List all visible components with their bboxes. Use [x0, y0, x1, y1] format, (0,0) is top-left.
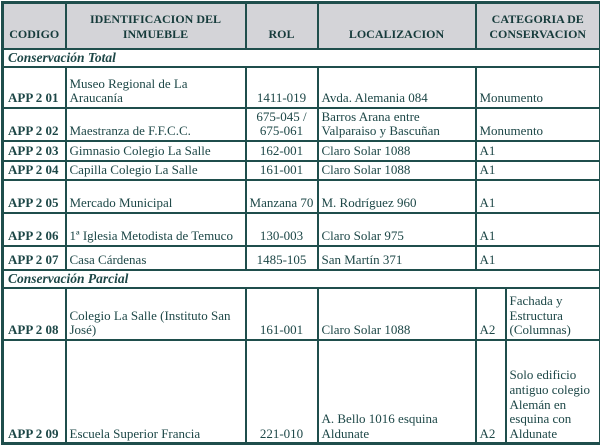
- cell-localizacion: Avda. Alemania 084: [318, 67, 476, 108]
- table-row: [3, 141, 600, 161]
- table-row: [3, 67, 600, 108]
- cell-inmueble: Museo Regional de La Araucanía: [66, 67, 246, 108]
- cell-categoria: Monumento: [476, 67, 600, 108]
- cell-categoria: A1: [476, 246, 600, 270]
- conservation-table: [1, 1, 600, 445]
- cell-inmueble: Mercado Municipal: [66, 180, 246, 213]
- cell-inmueble: Colegio La Salle (Instituto San José): [66, 288, 246, 340]
- table-row: [3, 340, 600, 444]
- cell-codigo: APP 2 05: [3, 180, 66, 213]
- cell-rol: Manzana 70: [246, 180, 318, 213]
- cell-localizacion: Claro Solar 1088: [318, 161, 476, 180]
- section-conservacion-parcial: [3, 270, 600, 288]
- cell-inmueble: Capilla Colegio La Salle: [66, 161, 246, 180]
- cell-categoria-code: A2: [476, 288, 506, 340]
- cell-codigo: APP 2 04: [3, 161, 66, 180]
- cell-codigo: APP 2 08: [3, 288, 66, 340]
- cell-categoria: A1: [476, 213, 600, 246]
- cell-codigo: APP 2 03: [3, 141, 66, 161]
- cell-categoria-desc: Fachada y Estructura (Columnas): [506, 288, 600, 340]
- cell-inmueble: Escuela Superior Francia: [66, 340, 246, 444]
- cell-rol: 1411-019: [246, 67, 318, 108]
- cell-codigo: APP 2 02: [3, 108, 66, 141]
- table-row: [3, 213, 600, 246]
- cell-rol: 675-045 / 675-061: [246, 108, 318, 141]
- cell-inmueble: Casa Cárdenas: [66, 246, 246, 270]
- cell-categoria: A1: [476, 141, 600, 161]
- table-header-row: [3, 3, 600, 49]
- header-inmueble: IDENTIFICACION DEL INMUEBLE: [66, 3, 246, 49]
- cell-localizacion: M. Rodríguez 960: [318, 180, 476, 213]
- cell-rol: 161-001: [246, 288, 318, 340]
- cell-codigo: APP 2 01: [3, 67, 66, 108]
- cell-localizacion: Barros Arana entre Valparaiso y Bascuñan: [318, 108, 476, 141]
- section-title: Conservación Parcial: [3, 270, 600, 288]
- cell-localizacion: San Martín 371: [318, 246, 476, 270]
- cell-inmueble: Gimnasio Colegio La Salle: [66, 141, 246, 161]
- header-codigo: CODIGO: [3, 3, 66, 49]
- cell-categoria-code: A2: [476, 340, 506, 444]
- header-localizacion: LOCALIZACION: [318, 3, 476, 49]
- cell-categoria: Monumento: [476, 108, 600, 141]
- cell-codigo: APP 2 09: [3, 340, 66, 444]
- cell-rol: 130-003: [246, 213, 318, 246]
- cell-rol: 1485-105: [246, 246, 318, 270]
- header-categoria: CATEGORIA DE CONSERVACION: [476, 3, 600, 49]
- cell-codigo: APP 2 06: [3, 213, 66, 246]
- section-title: Conservación Total: [3, 49, 600, 67]
- cell-localizacion: Claro Solar 1088: [318, 288, 476, 340]
- cell-localizacion: Claro Solar 975: [318, 213, 476, 246]
- table-row: [3, 161, 600, 180]
- cell-rol: 161-001: [246, 161, 318, 180]
- cell-localizacion: Claro Solar 1088: [318, 141, 476, 161]
- cell-rol: 162-001: [246, 141, 318, 161]
- section-conservacion-total: [3, 49, 600, 67]
- cell-categoria: A1: [476, 161, 600, 180]
- cell-categoria: A1: [476, 180, 600, 213]
- cell-codigo: APP 2 07: [3, 246, 66, 270]
- header-rol: ROL: [246, 3, 318, 49]
- table-row: [3, 180, 600, 213]
- cell-inmueble: 1ª Iglesia Metodista de Temuco: [66, 213, 246, 246]
- cell-inmueble: Maestranza de F.F.C.C.: [66, 108, 246, 141]
- table-row: [3, 108, 600, 141]
- table-row: [3, 288, 600, 340]
- cell-rol: 221-010: [246, 340, 318, 444]
- cell-localizacion: A. Bello 1016 esquina Aldunate: [318, 340, 476, 444]
- cell-categoria-desc: Solo edificio antiguo colegio Alemán en esquina con Aldunate: [506, 340, 600, 444]
- table-row: [3, 246, 600, 270]
